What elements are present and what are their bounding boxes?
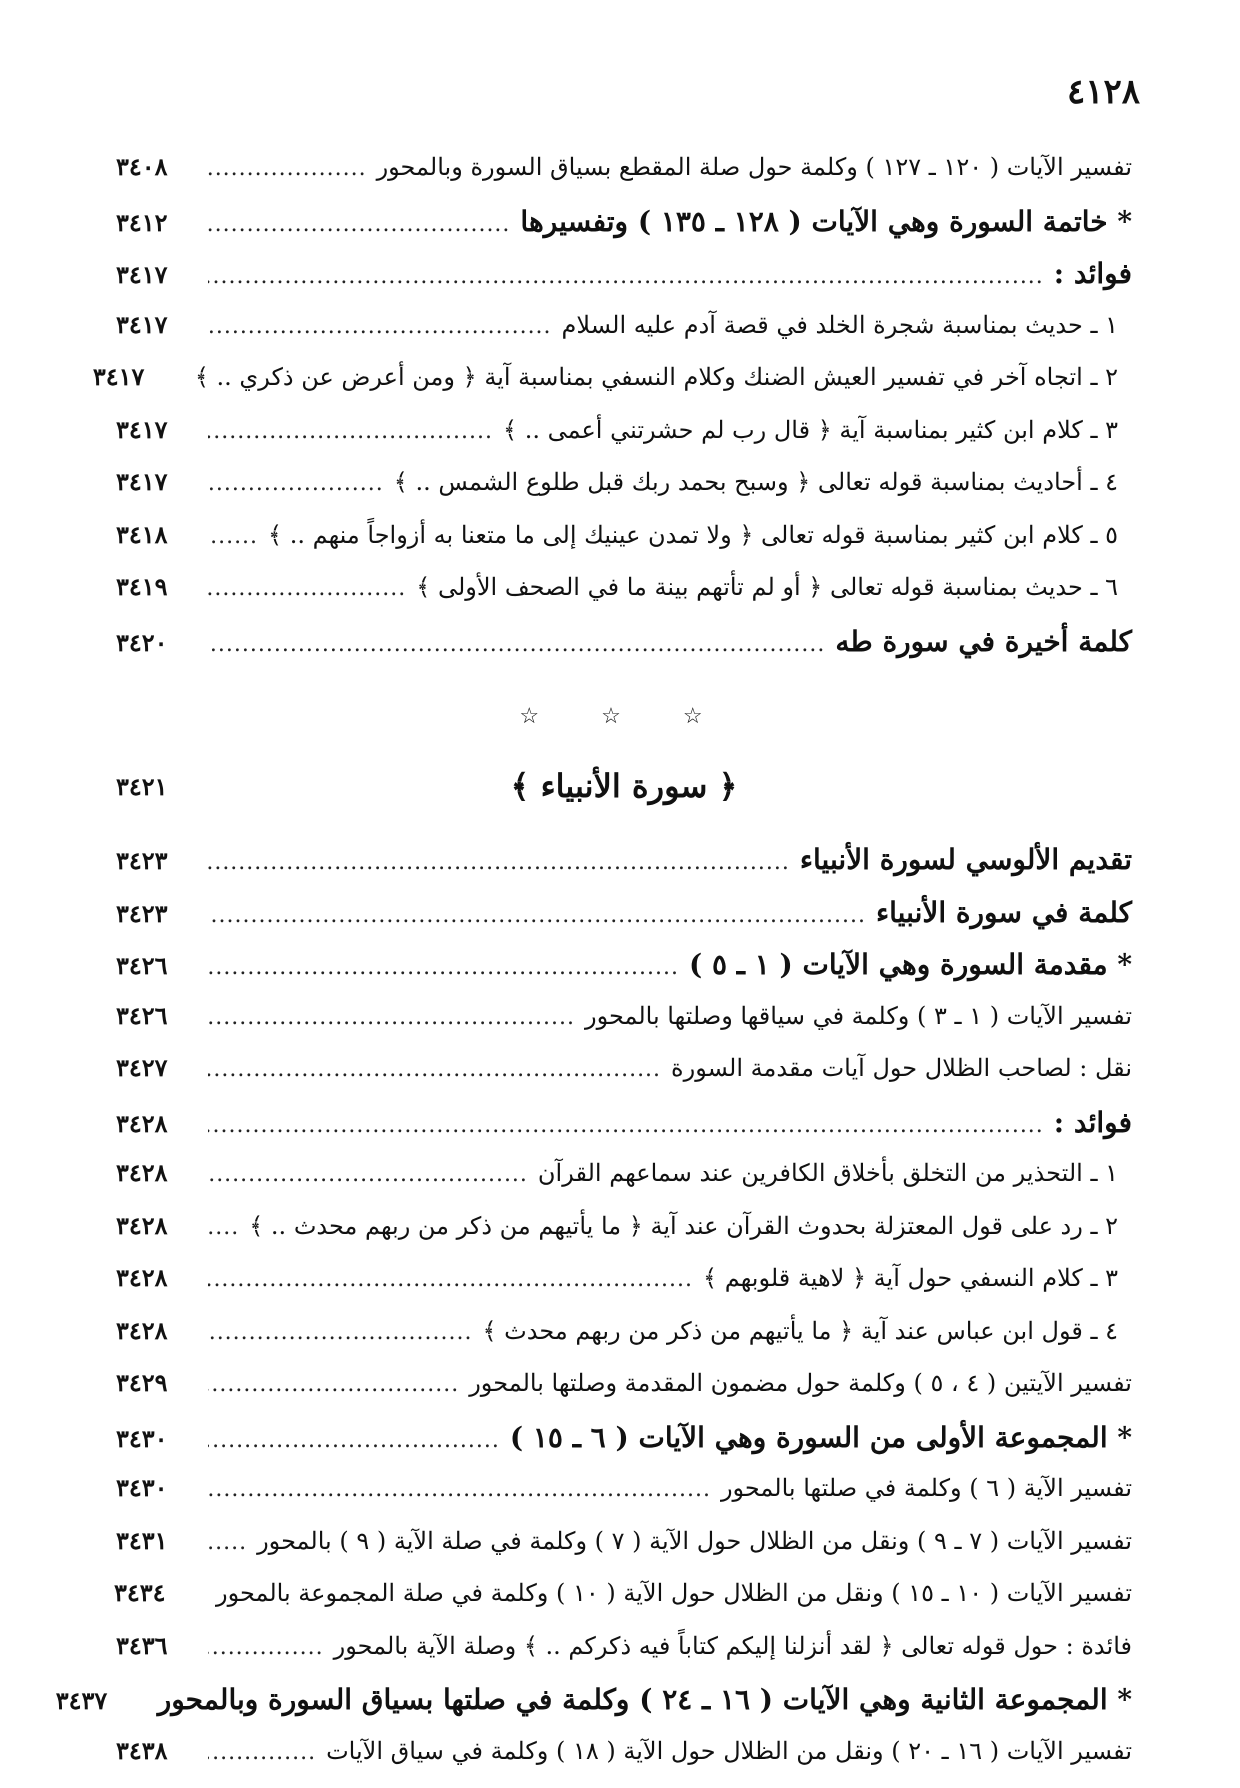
star-icon: ☆: [683, 704, 729, 729]
leader-dots: [208, 1162, 528, 1187]
surah-title: ﴿ سورة الأنبياء ﴾: [116, 767, 1132, 805]
toc-entry[interactable]: [116, 1736, 1132, 1788]
toc-entry-page: ٣٤١٧: [93, 362, 175, 391]
toc-entry-title: * خاتمة السورة وهي الآيات ( ١٢٨ ـ ١٣٥ ) وتفسيرها: [520, 205, 1132, 238]
leader-dots: [208, 576, 406, 601]
toc-entry-title: تفسير الآيات ( ١ ـ ٣ ) وكلمة في سياقها وصلتها بالمحور: [585, 1002, 1132, 1030]
toc-entry[interactable]: [116, 1421, 1132, 1474]
toc-entry-title: تفسير الآيات ( ٧ ـ ٩ ) ونقل من الظلال حول الآية ( ٧ ) وكلمة في صلة الآية ( ٩ ) بالمحور: [257, 1527, 1132, 1555]
surah-page: ٣٤٢١: [116, 772, 168, 801]
leader-dots: [208, 1740, 316, 1765]
toc-entry-page: ٣٤٢٦: [116, 951, 198, 980]
toc-entry[interactable]: [116, 1053, 1132, 1106]
toc-entry-title: ٦ ـ حديث بمناسبة قوله تعالى ﴿ أو لم تأتهم بينة ما في الصحف الأولى ﴾: [416, 573, 1132, 601]
toc-entry-title: ٢ ـ اتجاه آخر في تفسير العيش الضنك وكلام النسفي بمناسبة آية ﴿ ومن أعرض عن ذكري .. ﴾: [195, 363, 1132, 391]
toc-entry-page: ٣٤٢٦: [116, 1001, 198, 1030]
toc-entry-title: كلمة في سورة الأنبياء: [876, 896, 1132, 929]
toc-entry-page: ٣٤٢٣: [116, 899, 198, 928]
toc-entry-title: * المجموعة الثانية وهي الآيات ( ١٦ ـ ٢٤ ) وكلمة في صلتها بسياق السورة وبالمحور: [158, 1683, 1132, 1716]
toc-section-anbiya: [116, 843, 1132, 1788]
toc-entry[interactable]: [116, 625, 1132, 678]
toc-entry[interactable]: [116, 1316, 1132, 1369]
toc-entry-title: تقديم الألوسي لسورة الأنبياء: [800, 843, 1132, 876]
leader-dots: [208, 1372, 459, 1397]
toc-entry-page: ٣٤٢٣: [116, 846, 198, 875]
toc-entry[interactable]: [116, 1631, 1132, 1684]
toc-entry-title: ٢ ـ رد على قول المعتزلة بحدوث القرآن عند آية ﴿ ما يأتيهم من ذكر من ربهم محدث .. ﴾: [249, 1212, 1132, 1240]
toc-entry-page: ٣٤١٧: [116, 415, 198, 444]
leader-dots: [208, 1215, 239, 1240]
toc-entry-page: ٣٤٠٨: [116, 152, 198, 181]
leader-dots: [208, 1428, 500, 1453]
toc-entry-title: ٤ ـ أحاديث بمناسبة قوله تعالى ﴿ وسبح بحمد ربك قبل طلوع الشمس .. ﴾: [394, 468, 1132, 496]
leader-dots: [208, 1057, 661, 1082]
toc-entry-page: ٣٤٣٠: [116, 1473, 198, 1502]
toc-entry-title: تفسير الآيتين ( ٤ ، ٥ ) وكلمة حول مضمون المقدمة وصلتها بالمحور: [469, 1369, 1132, 1397]
toc-entry-page: ٣٤٣٨: [116, 1736, 198, 1765]
toc-entry-page: ٣٤١٧: [116, 467, 198, 496]
toc-entry[interactable]: [116, 205, 1132, 258]
toc-entry[interactable]: [116, 843, 1132, 896]
toc-entry-title: كلمة أخيرة في سورة طه: [835, 625, 1132, 658]
toc-entry-page: ٣٤٢٨: [116, 1316, 198, 1345]
toc-entry-page: ٣٤١٢: [116, 208, 198, 237]
toc-entry-title: * مقدمة السورة وهي الآيات ( ١ ـ ٥ ): [689, 948, 1132, 981]
toc-entry-title: ٣ ـ كلام النسفي حول آية ﴿ لاهية قلوبهم ﴾: [703, 1264, 1132, 1292]
toc-entry-page: ٣٤٣٤: [114, 1578, 196, 1607]
toc-entry-page: ٣٤٢٨: [116, 1109, 198, 1138]
toc-entry[interactable]: [116, 467, 1132, 520]
toc-entry[interactable]: [116, 1578, 1132, 1631]
toc-entry[interactable]: [116, 1001, 1132, 1054]
toc-entry-page: ٣٤٣١: [116, 1526, 198, 1555]
toc-entry[interactable]: [116, 257, 1132, 310]
toc-entry-title: تفسير الآية ( ٦ ) وكلمة في صلتها بالمحور: [721, 1474, 1132, 1502]
toc-entry-title: ١ ـ التحذير من التخلق بأخلاق الكافرين عند سماعهم القرآن: [538, 1159, 1132, 1187]
table-of-contents: [116, 152, 1132, 1788]
separator-stars: [116, 685, 1132, 747]
leader-dots: [208, 1477, 711, 1502]
toc-entry[interactable]: [116, 152, 1132, 205]
leader-dots: [208, 1635, 324, 1660]
spacer: [116, 825, 1132, 843]
toc-entry-page: ٣٤٣٧: [56, 1686, 138, 1715]
toc-entry-page: ٣٤٢٨: [116, 1211, 198, 1240]
toc-entry[interactable]: [116, 1526, 1132, 1579]
toc-entry-page: ٣٤٢٩: [116, 1368, 198, 1397]
toc-entry-title: ١ ـ حديث بمناسبة شجرة الخلد في قصة آدم عليه السلام: [562, 311, 1132, 339]
toc-entry[interactable]: [116, 1368, 1132, 1421]
toc-entry-page: ٣٤٣٦: [116, 1631, 198, 1660]
leader-dots: [208, 1530, 247, 1555]
toc-entry[interactable]: [116, 1263, 1132, 1316]
toc-entry-page: ٣٤١٨: [116, 520, 198, 549]
leader-dots: [208, 524, 258, 549]
toc-entry-page: ٣٤١٧: [116, 310, 198, 339]
toc-entry-title: تفسير الآيات ( ١٠ ـ ١٥ ) ونقل من الظلال حول الآية ( ١٠ ) وكلمة في صلة المجموعة بالمحور: [216, 1579, 1132, 1607]
toc-entry[interactable]: [116, 948, 1132, 1001]
leader-dots: [208, 1113, 1044, 1138]
star-icon: ☆: [519, 704, 565, 729]
toc-entry-title: فوائد :: [1054, 1106, 1132, 1139]
toc-entry[interactable]: [116, 362, 1132, 415]
toc-entry-title: ٤ ـ قول ابن عباس عند آية ﴿ ما يأتيهم من ذكر من ربهم محدث ﴾: [482, 1317, 1132, 1345]
toc-entry[interactable]: [116, 415, 1132, 468]
toc-entry-title: تفسير الآيات ( ١٢٠ ـ ١٢٧ ) وكلمة حول صلة المقطع بسياق السورة وبالمحور: [377, 153, 1132, 181]
toc-entry[interactable]: [116, 1158, 1132, 1211]
toc-entry-page: ٣٤٢٨: [116, 1158, 198, 1187]
toc-entry-page: ٣٤١٧: [116, 260, 198, 289]
leader-dots: [208, 156, 367, 181]
leader-dots: [208, 903, 866, 928]
star-icon: ☆: [601, 704, 647, 729]
toc-entry-page: ٣٤٢٠: [116, 628, 198, 657]
page-number: ٤١٢٨: [1067, 72, 1140, 112]
leader-dots: [208, 212, 510, 237]
toc-entry-page: ٣٤١٩: [116, 572, 198, 601]
toc-entry[interactable]: [116, 520, 1132, 573]
toc-entry[interactable]: [116, 1473, 1132, 1526]
toc-entry[interactable]: [116, 572, 1132, 625]
toc-entry-page: ٣٤٢٨: [116, 1263, 198, 1292]
toc-entry[interactable]: [116, 1211, 1132, 1264]
leader-dots: [208, 419, 493, 444]
toc-entry[interactable]: [116, 1683, 1132, 1736]
leader-dots: [208, 955, 679, 980]
leader-dots: [208, 314, 552, 339]
toc-entry[interactable]: [116, 896, 1132, 949]
surah-heading: [116, 747, 1132, 825]
toc-entry-title: تفسير الآيات ( ١٦ ـ ٢٠ ) ونقل من الظلال حول الآية ( ١٨ ) وكلمة في سياق الآيات: [326, 1737, 1132, 1765]
leader-dots: [208, 1005, 575, 1030]
leader-dots: [208, 632, 825, 657]
toc-entry-title: نقل : لصاحب الظلال حول آيات مقدمة السورة: [671, 1054, 1132, 1082]
toc-entry-title: * المجموعة الأولى من السورة وهي الآيات ( ٦ ـ ١٥ ): [510, 1421, 1132, 1454]
leader-dots: [208, 1320, 472, 1345]
leader-dots: [208, 850, 790, 875]
toc-entry-title: ٥ ـ كلام ابن كثير بمناسبة قوله تعالى ﴿ ولا تمدن عينيك إلى ما متعنا به أزواجاً منهم .. ﴾: [268, 521, 1132, 549]
toc-section-taha: [116, 152, 1132, 677]
leader-dots: [208, 1267, 693, 1292]
leader-dots: [208, 471, 384, 496]
toc-entry-title: فوائد :: [1054, 257, 1132, 290]
toc-entry[interactable]: [116, 310, 1132, 363]
toc-entry[interactable]: [116, 1106, 1132, 1159]
toc-entry-page: ٣٤٣٠: [116, 1424, 198, 1453]
leader-dots: [208, 264, 1044, 289]
toc-entry-title: ٣ ـ كلام ابن كثير بمناسبة آية ﴿ قال رب لم حشرتني أعمى .. ﴾: [503, 416, 1132, 444]
toc-entry-page: ٣٤٢٧: [116, 1053, 198, 1082]
toc-entry-title: فائدة : حول قوله تعالى ﴿ لقد أنزلنا إليكم كتاباً فيه ذكركم .. ﴾ وصلة الآية بالمحور: [334, 1632, 1132, 1660]
